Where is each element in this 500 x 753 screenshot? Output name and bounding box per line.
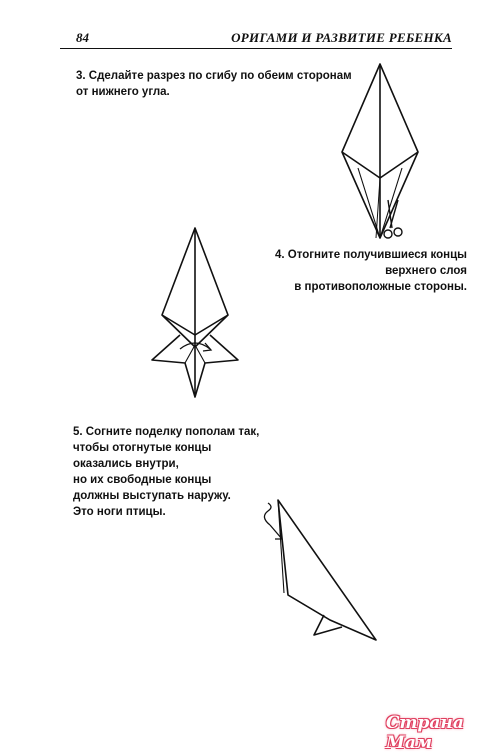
step-5-line: оказались внутри, [73, 458, 179, 470]
running-title: ОРИГАМИ И РАЗВИТИЕ РЕБЕНКА [231, 30, 452, 45]
page-number: 84 [76, 30, 89, 45]
figure-step-5 [258, 495, 388, 650]
step-4-instruction [272, 247, 467, 295]
step-5-line: чтобы отогнутые концы [73, 442, 212, 454]
step-4-line: верхнего слоя [385, 265, 467, 277]
step-3-line: 3. Сделайте разрез по сгибу по обеим сторонам [76, 70, 352, 82]
figure-step-3 [338, 60, 428, 245]
figure-step-4 [150, 225, 245, 410]
step-5-instruction [73, 424, 259, 520]
header-rule [60, 48, 452, 49]
step-5-line: Это ноги птицы. [73, 506, 166, 518]
scissors-icon [384, 200, 402, 238]
step-5-line: должны выступать наружу. [73, 490, 231, 502]
watermark-logo: Страна Мам [386, 713, 464, 753]
step-4-line: 4. Отогните получившиеся концы [275, 249, 467, 261]
step-5-line: 5. Согните поделку пополам так, [73, 426, 260, 438]
step-5-line: но их свободные концы [73, 474, 212, 486]
step-4-line: в противоположные стороны. [294, 281, 467, 293]
step-3-instruction [76, 68, 352, 100]
step-3-line: от нижнего угла. [76, 86, 170, 98]
page-header [60, 28, 452, 50]
